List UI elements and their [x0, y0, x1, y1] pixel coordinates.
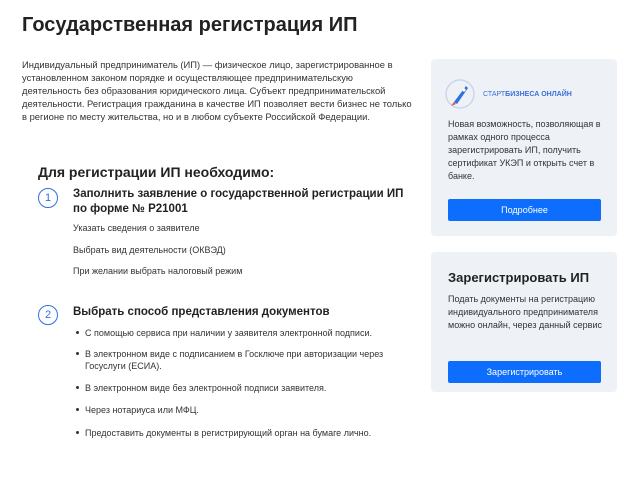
step-2-item: Через нотариуса или МФЦ.	[85, 404, 385, 416]
step-1-title: Заполнить заявление о государственной регистрации ИП по форме № Р21001	[73, 188, 404, 215]
register-button[interactable]: Зарегистрировать	[448, 361, 601, 383]
more-info-button[interactable]: Подробнее	[448, 199, 601, 221]
step-1-item: Выбрать вид деятельности (ОКВЭД)	[73, 245, 226, 255]
register-card	[431, 252, 617, 392]
promo-card	[431, 59, 617, 236]
promo-text: Новая возможность, позволяющая в рамках одного процесса зарегистрировать ИП, получить сертификат УКЭП и открыть счет в банке.	[448, 119, 601, 181]
step-2-number: 2	[38, 305, 58, 325]
intro-paragraph: Индивидуальный предприниматель (ИП) — физическое лицо, зарегистрированное в установленном законом порядке и осуществляющее предпринимательскую деятельность без образования юридического лица. Субъект предпринимательской деятельности. Регистрация гражданина в качестве ИП позволяет вести бизнес не только в регионе по месту жительства, но и в любом субъекте Российской Федерации.	[22, 59, 412, 122]
step-2-item: С помощью сервиса при наличии у заявителя электронной подписи.	[85, 327, 385, 339]
logo-wordmark: СТАРТБИЗНЕСА ОНЛАЙН	[483, 91, 572, 98]
step-2-item: В электронном виде с подписанием в Госключе при авторизации через Госуслуги (ЕСИА).	[85, 349, 384, 371]
step-1-item: При желании выбрать налоговый режим	[73, 266, 243, 276]
step-2-title: Выбрать способ представления документов	[73, 306, 330, 318]
step-1-number: 1	[38, 188, 58, 208]
page-title: Государственная регистрация ИП	[22, 14, 358, 36]
step-1-item: Указать сведения о заявителе	[73, 223, 200, 233]
rocket-icon	[445, 77, 475, 111]
register-card-title: Зарегистрировать ИП	[448, 270, 590, 285]
requirements-title: Для регистрации ИП необходимо:	[38, 164, 275, 180]
start-business-online-logo	[445, 77, 605, 113]
step-2-item: В электронном виде без электронной подписи заявителя.	[85, 382, 385, 394]
register-card-text: Подать документы на регистрацию индивидуального предпринимателя можно онлайн, через данный сервис	[448, 294, 602, 330]
step-2-item: Предоставить документы в регистрирующий орган на бумаге лично.	[85, 427, 385, 439]
